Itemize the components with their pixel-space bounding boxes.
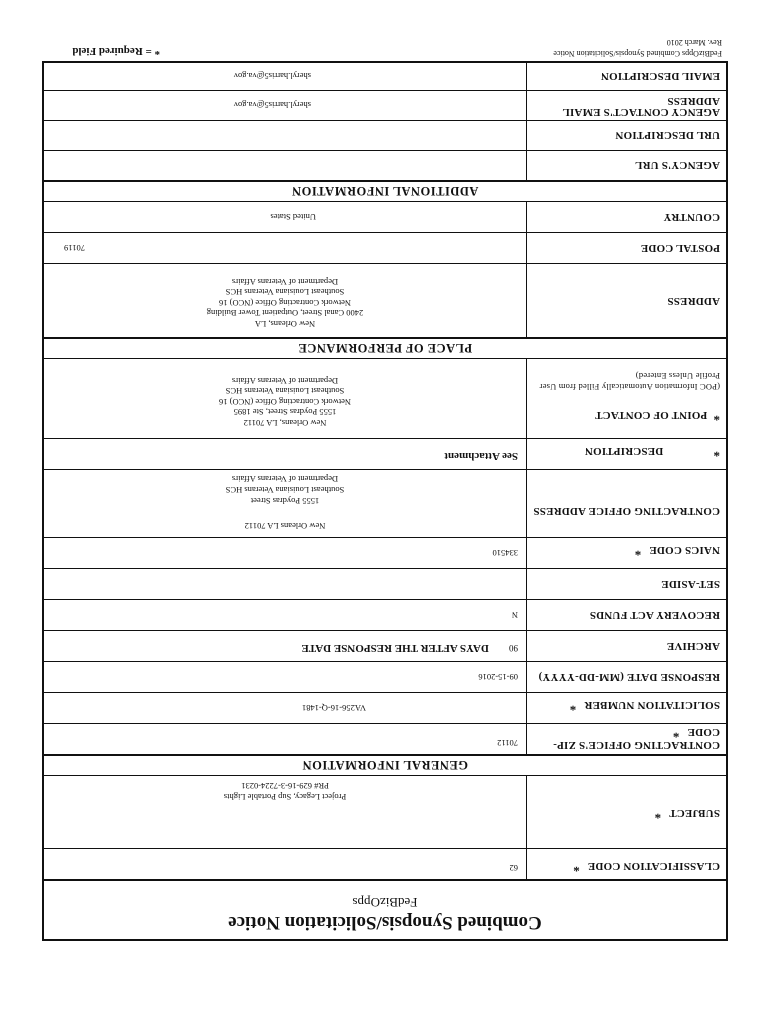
required-star: * <box>713 409 720 424</box>
section-additional-information: ADDITIONAL INFORMATION <box>44 180 726 201</box>
row-agency-contact-email <box>44 90 726 120</box>
value-agency-url <box>44 151 526 180</box>
row-postal-code <box>44 232 726 263</box>
poc-line: New Orleans, LA 70112 <box>243 418 327 428</box>
row-url-description <box>44 120 726 150</box>
pop-address-line: Southeast Louisiana Veterans HCS <box>225 287 345 298</box>
required-field-legend <box>72 45 160 57</box>
row-address <box>44 263 726 337</box>
required-star: * <box>654 807 662 822</box>
row-point-of-contact <box>44 358 726 438</box>
value-set-aside <box>44 569 526 599</box>
poc-line: 1555 Poydras Street, Ste 1895 <box>233 407 337 418</box>
value-archive-days: 90 <box>509 643 518 653</box>
row-email-description <box>44 63 726 90</box>
poc-line: Department of Veterans Affairs <box>231 376 339 386</box>
required-star: * <box>634 544 642 559</box>
title-block <box>44 879 726 939</box>
form-footer <box>553 37 722 59</box>
label-agency-contact-email: AGENCY CONTACT'S EMAIL ADDRESS <box>562 95 720 118</box>
label-subject: SUBJECT <box>669 807 720 819</box>
value-agency-contact-email: sheryl.harris5@va.gov <box>233 100 311 110</box>
form-name: FedBizOpps Combined Synopsis/Solicitation Notice <box>553 49 722 58</box>
contracting-address-line: Southeast Louisiana Veterans HCS <box>225 485 345 495</box>
value-url-description <box>44 121 526 150</box>
label-naics-code: NAICS CODE <box>649 544 720 556</box>
value-country: United States <box>270 212 316 222</box>
label-contracting-office-address: CONTRACTING OFFICE ADDRESS <box>533 505 720 517</box>
page-title: Combined Synopsis/Solicitation Notice <box>228 912 542 933</box>
poc-note: (POC Information Automatically Filled from User Profile Unless Entered) <box>539 371 720 392</box>
contracting-address-line: New Orleans LA 70112 <box>244 521 326 531</box>
section-place-of-performance: PLACE OF PERFORMANCE <box>44 337 726 358</box>
form-revision: Rev. March 2010 <box>666 38 722 47</box>
value-email-description: sheryl.harris5@va.gov <box>233 71 311 81</box>
row-recovery-act <box>44 599 726 630</box>
pop-address-line: 2400 Canal Street, Outpatient Tower Building <box>206 308 364 319</box>
value-postal-code: 70119 <box>64 243 85 253</box>
row-country <box>44 201 726 232</box>
value-naics-code: 334510 <box>492 548 518 558</box>
value-description: See Attachment <box>444 450 518 462</box>
row-classification-code <box>44 848 726 879</box>
value-zip-code: 70112 <box>497 738 518 748</box>
label-classification-code: CLASSIFICATION CODE <box>587 860 720 872</box>
value-recovery-act: N <box>511 610 518 620</box>
row-contracting-office-address <box>44 469 726 537</box>
required-star: * <box>573 860 580 875</box>
row-subject <box>44 775 726 848</box>
label-address: ADDRESS <box>667 295 720 307</box>
poc-line: Southeast Louisiana Veterans HCS <box>225 386 345 397</box>
label-url-description: URL DESCRIPTION <box>615 129 720 141</box>
label-archive: ARCHIVE <box>666 640 720 652</box>
legend-text: = Required Field <box>72 45 152 57</box>
label-solicitation-number: SOLICITATION NUMBER <box>584 699 720 711</box>
row-solicitation-number <box>44 692 726 723</box>
row-zip-code <box>44 723 726 754</box>
label-email-description: EMAIL DESCRIPTION <box>600 70 720 82</box>
label-postal-code: POSTAL CODE <box>640 242 720 254</box>
row-agency-url <box>44 150 726 180</box>
label-response-date: RESPONSE DATE (MM-DD-YYYY) <box>538 671 720 683</box>
value-response-date: 09-15-2016 <box>478 672 518 682</box>
required-star: * <box>569 699 577 714</box>
value-classification-code: 62 <box>509 863 518 873</box>
row-naics-code <box>44 537 726 568</box>
pop-address-line: Network Contracting Office (NCO) 16 <box>218 298 352 308</box>
row-set-aside <box>44 568 726 599</box>
row-response-date <box>44 661 726 692</box>
section-general-information: GENERAL INFORMATION <box>44 754 726 775</box>
row-archive <box>44 630 726 661</box>
pop-address-line: Department of Veterans Affairs <box>231 277 339 287</box>
label-zip-code: CONTRACTING OFFICE'S ZIP-CODE <box>553 726 720 751</box>
value-subject-line2: Project Legacy, Sup Portable Lights <box>223 792 347 802</box>
contracting-address-line: 1555 Poydras Street <box>250 496 320 506</box>
value-subject-line1: PR# 629-16-3-7224-0231 <box>241 781 329 791</box>
label-description: DESCRIPTION <box>584 445 664 457</box>
poc-line: Network Contracting Office (NCO) 16 <box>218 397 352 407</box>
label-set-aside: SET-ASIDE <box>661 578 720 590</box>
label-country: COUNTRY <box>663 211 720 223</box>
required-star: * <box>713 445 720 460</box>
pop-address-line: New Orleans, LA <box>254 319 316 329</box>
contracting-address-line: Department of Veterans Affairs <box>231 474 339 484</box>
form-frame <box>42 61 728 941</box>
archive-days-text: DAYS AFTER THE RESPONSE DATE <box>301 642 489 654</box>
value-solicitation-number: VA256-16-Q-1481 <box>301 703 366 713</box>
label-agency-url: AGENCY'S URL <box>634 159 720 171</box>
required-star: * <box>672 726 680 741</box>
page-subtitle: FedBizOpps <box>352 895 418 910</box>
label-recovery-act: RECOVERY ACT FUNDS <box>589 609 720 621</box>
row-description <box>44 438 726 469</box>
legend-star: * <box>154 45 160 57</box>
label-point-of-contact: POINT OF CONTACT <box>594 409 708 421</box>
